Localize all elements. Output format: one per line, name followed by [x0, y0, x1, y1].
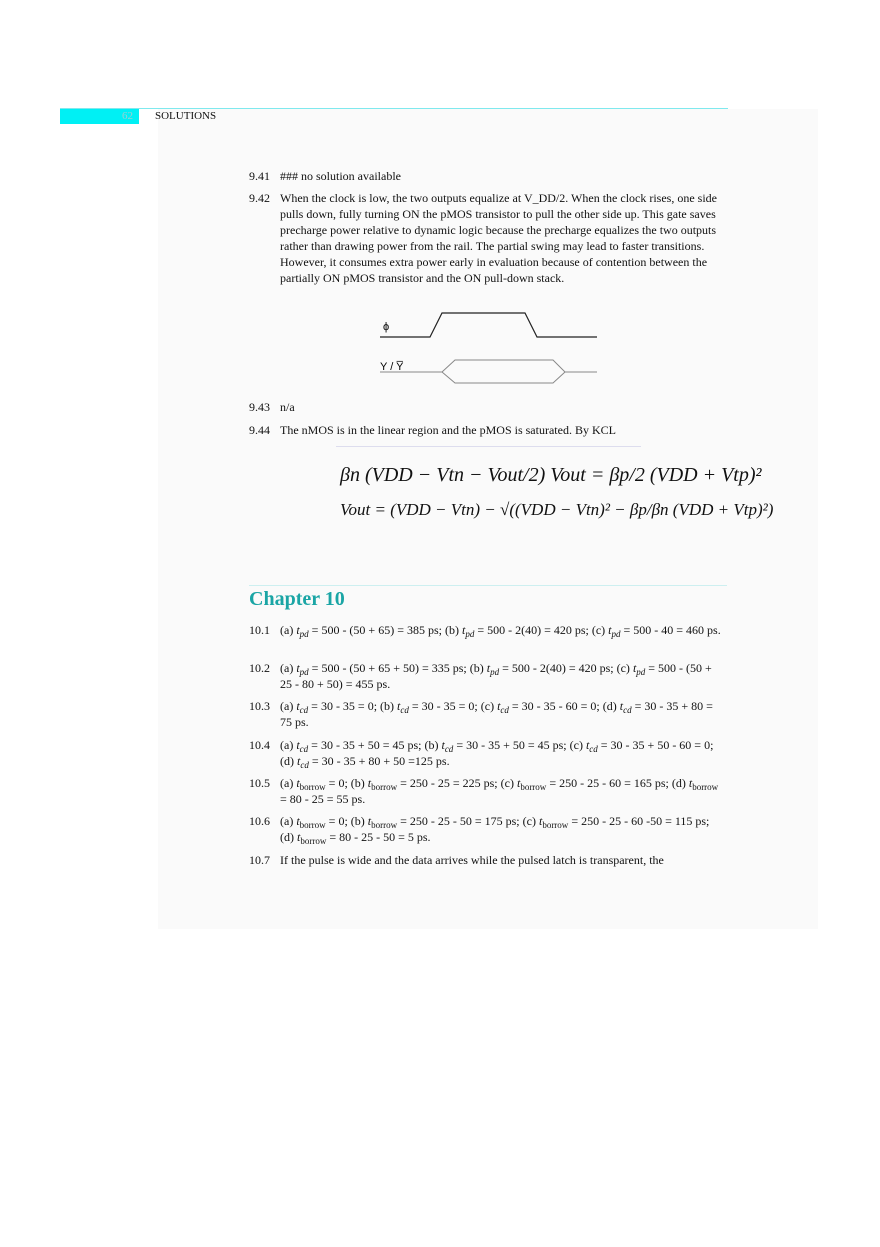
problem-number: 10.5 [249, 776, 270, 790]
equation-rule [336, 446, 641, 447]
problem-10-2 [249, 660, 724, 692]
equation-1: βn (VDD − Vtn − Vout/2) Vout = βp/2 (VDD + Vtp)² [340, 464, 762, 486]
output-waveform-low [442, 372, 565, 383]
page-number: 62 [60, 109, 139, 124]
problem-number: 10.2 [249, 661, 270, 675]
problem-text: The nMOS is in the linear region and the pMOS is saturated. By KCL [280, 423, 616, 437]
clock-label: ϕ [383, 321, 390, 333]
problem-number: 10.6 [249, 814, 270, 828]
problem-text: If the pulse is wide and the data arrives while the pulsed latch is transparent, the [280, 853, 664, 867]
problem-10-6 [249, 813, 724, 845]
problem-number: 9.42 [249, 191, 270, 205]
problem-10-1 [249, 622, 724, 638]
problem-text: n/a [280, 400, 295, 414]
problem-number: 10.1 [249, 623, 270, 637]
problem-text: (a) $t_{cd} = 30 - 35 = 0$; (b) $t_{cd} = 30 - 35 = 0$; (c) $t_{cd} = 30 - 35 - 60 = 0$; (d) $t_{cd} = 30 - 35 + 80 = 75$ ps. [280, 699, 713, 729]
problem-number: 10.3 [249, 699, 270, 713]
clock-waveform [380, 313, 597, 337]
chapter-rule [249, 585, 727, 586]
problem-9-42 [249, 190, 724, 286]
problem-9-44 [249, 422, 724, 438]
timing-diagram [375, 308, 605, 388]
problem-text: (a) $t_{pd} = 500 - (50 + 65) = 385$ ps; (b) $t_{pd} = 500 - 2(40) = 420$ ps; (c) $t_{pd} = 500 - 40 = 460$ ps. [280, 623, 721, 639]
problem-text: ### no solution available [280, 169, 401, 183]
problem-text: (a) $t_{borrow} = 0$; (b) $t_{borrow} = 250 - 25 = 225$ ps; (c) $t_{borrow} = 250 - 25 - 60 = 165$ ps; (d) $t_{borrow} = 80 - 25 = 55$ ps. [280, 776, 719, 806]
problem-number: 9.41 [249, 169, 270, 183]
problem-number: 9.44 [249, 423, 270, 437]
problem-9-43 [249, 399, 724, 415]
output-waveform-high [380, 360, 597, 372]
chapter-title: Chapter 10 [249, 588, 345, 610]
problem-10-7 [249, 852, 724, 868]
problem-10-3 [249, 698, 724, 730]
problem-text: When the clock is low, the two outputs equalize at V_DD/2. When the clock rises, one side pulls down, fully turning ON the pMOS transistor to pull the other side up. This gate saves precharge power relative to dynamic logic because the precharge equalizes the two outputs rather than drawing power from the rail. The partial swing may lead to faster transitions. However, it consumes extra power early in evaluation because of contention between the partially ON pMOS transistor and the ON pull-down stack. [280, 191, 718, 285]
problem-number: 9.43 [249, 400, 270, 414]
equation-2: Vout = (VDD − Vtn) − √((VDD − Vtn)² − βp/βn (VDD + Vtp)²) [340, 500, 774, 519]
problem-text: (a) $t_{cd} = 30 - 35 + 50 = 45$ ps; (b) $t_{cd} = 30 - 35 + 50 = 45$ ps; (c) $t_{cd} = 30 - 35 + 50 - 60 = 0$; (d) $t_{cd} = 30 - 35 + 80 + 50 =125$ ps. [280, 738, 714, 770]
problem-number: 10.7 [249, 853, 270, 867]
output-label: Y / Y̅ [380, 361, 404, 373]
problem-9-41 [249, 168, 724, 184]
problem-text: (a) $t_{borrow} = 0$; (b) $t_{borrow} = 250 - 25 - 50 = 175$ ps; (c) $t_{borrow} = 250 - 25 - 60$ -50 = 115 ps; (d) $t_{borrow} = 80 - 25 - 50 = 5$ ps. [280, 814, 710, 846]
problem-text: (a) $t_{pd} = 500 - (50 + 65 + 50) = 335$ ps; (b) $t_{pd} = 500 - 2(40) = 420$ ps; (c) $t_{pd} = 500 - (50 + 25 - 80 + 50) = 455$ ps. [280, 661, 712, 691]
problem-number: 10.4 [249, 738, 270, 752]
problem-10-4 [249, 737, 724, 769]
equations [340, 455, 773, 520]
problem-10-5 [249, 775, 724, 807]
running-header: SOLUTIONS [155, 110, 217, 122]
header-rule [60, 108, 728, 109]
